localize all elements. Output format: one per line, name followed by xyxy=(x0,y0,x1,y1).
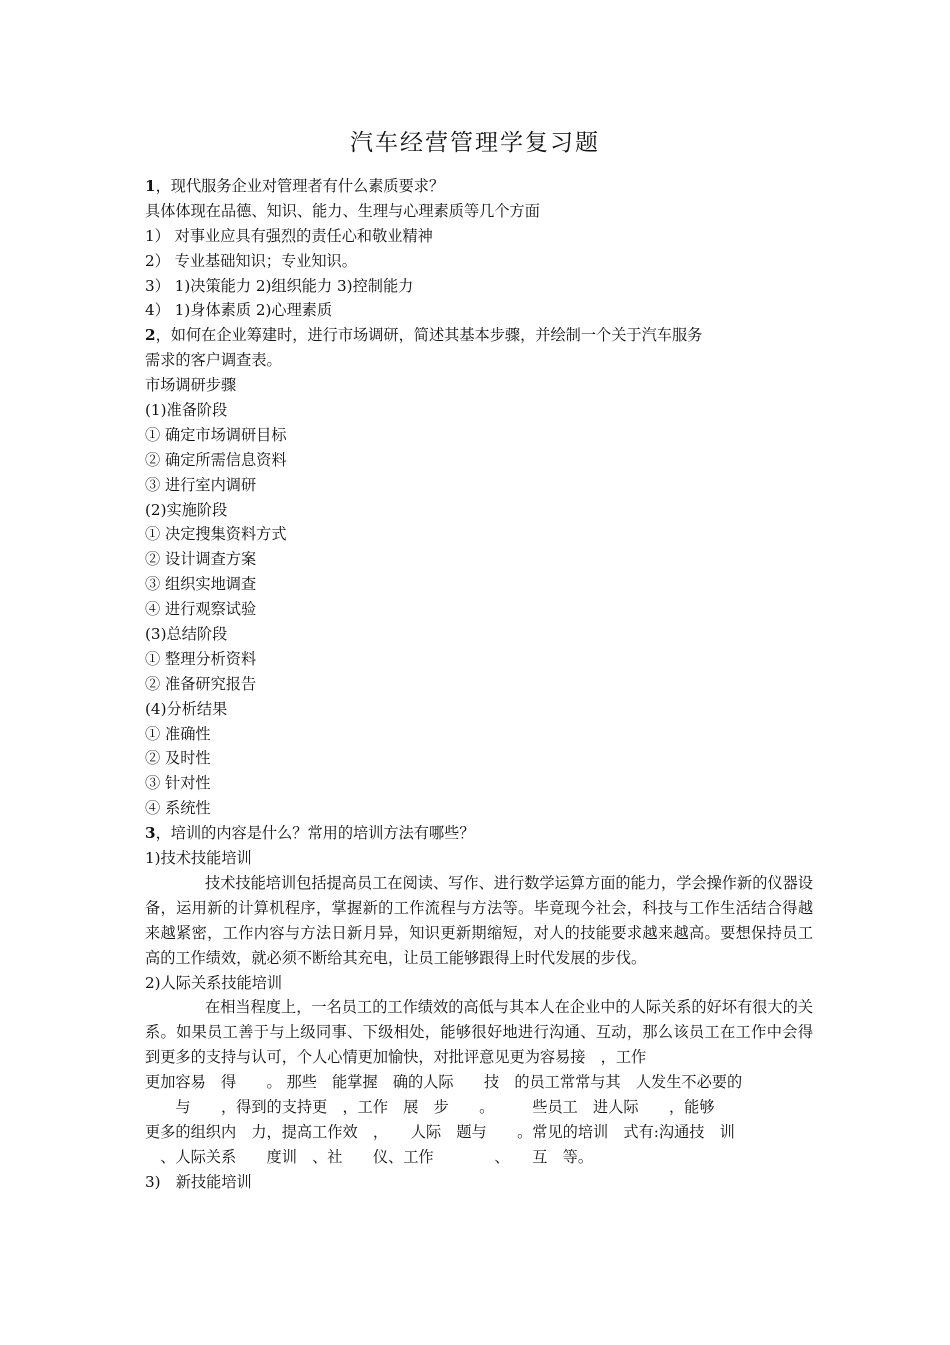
faded-text-line: 与 ，得到的支持更 ，工作 展 步 。 些员工 进人际 ，能够 xyxy=(145,1098,715,1117)
question-text-continued: 需求的客户调查表。 xyxy=(145,351,282,370)
answer-line: (4)分析结果 xyxy=(145,699,228,718)
answer-line: ① 确定市场调研目标 xyxy=(145,425,287,444)
faded-text-line: 、人际关系 度训 、社 仪、工作 、 互 等。 xyxy=(145,1147,594,1166)
answer-line: ② 确定所需信息资料 xyxy=(145,450,287,469)
paragraph-technical-skills: 技术技能培训包括提高员工在阅读、写作、进行数学运算方面的能力，学会操作新的仪器设备，运用新的计算机程序，掌握新的工作流程与方法等。毕竟现今社会，科技与工作生活结合得越来越紧密，工作内容与方法日新月异，知识更新期缩短，对人的技能要求越来越高。要想保持员工高的工作绩效，就必须不断给其充电，让员工能够跟得上时代发展的步伐。 xyxy=(145,873,813,967)
answer-line: 4） 1)身体素质 2)心理素质 xyxy=(145,301,333,320)
answer-line: ② 及时性 xyxy=(145,749,211,768)
answer-line: ④ 系统性 xyxy=(145,799,211,818)
answer-line: 市场调研步骤 xyxy=(145,376,237,395)
answer-line: ③ 针对性 xyxy=(145,774,211,793)
answer-line: ② 设计调查方案 xyxy=(145,550,257,569)
section-heading: 1)技术技能培训 xyxy=(145,849,252,868)
document-body xyxy=(145,174,813,1195)
document-title: 汽车经营管理学复习题 xyxy=(350,130,600,156)
question-2 xyxy=(145,323,813,348)
question-text: ，如何在企业筹建时，进行市场调研，简述其基本步骤，并绘制一个关于汽车服务 xyxy=(155,326,703,345)
answer-line: 3） 1)决策能力 2)组织能力 3)控制能力 xyxy=(145,276,414,295)
answer-line: ③ 进行室内调研 xyxy=(145,475,257,494)
answer-line: ③ 组织实地调查 xyxy=(145,575,257,594)
section-heading: 3) 新技能培训 xyxy=(145,1172,252,1191)
faded-text-line: 更多的组织内 力，提高工作效 ， 人际 题与 。常见的培训 式有:沟通技 训 xyxy=(145,1122,735,1141)
answer-line: ① 准确性 xyxy=(145,724,211,743)
question-3 xyxy=(145,821,813,846)
faded-text-line: 更加容易 得 。 那些 能掌握 确的人际 技 的员工常常与其 人发生不必要的 xyxy=(145,1073,743,1092)
question-1 xyxy=(145,174,813,199)
question-text: ，培训的内容是什么？常用的培训方法有哪些？ xyxy=(155,824,475,843)
section-heading: 2)人际关系技能培训 xyxy=(145,973,283,992)
question-text: ，现代服务企业对管理者有什么素质要求？ xyxy=(155,177,445,195)
paragraph-interpersonal-skills: 在相当程度上，一名员工的工作绩效的高低与其本人在企业中的人际关系的好坏有很大的关系。如果员工善于与上级同事、下级相处，能够很好地进行沟通、互动，那么该员工在工作中会得到更多的支持与认可，个人心情更加愉快，对批评意见更为容易接 ，工作 xyxy=(145,998,813,1067)
answer-line: (1)准备阶段 xyxy=(145,401,228,420)
answer-line: 具体体现在品德、知识、能力、生理与心理素质等几个方面 xyxy=(145,201,540,220)
answer-line: (3)总结阶段 xyxy=(145,625,228,644)
answer-line: (2)实施阶段 xyxy=(145,500,228,519)
question-number: 3 xyxy=(145,824,156,843)
answer-line: ① 决定搜集资料方式 xyxy=(145,525,287,544)
answer-line: 2） 专业基础知识；专业知识。 xyxy=(145,251,357,270)
answer-line: 1） 对事业应具有强烈的责任心和敬业精神 xyxy=(145,226,433,245)
answer-line: ① 整理分析资料 xyxy=(145,649,257,668)
question-number: 2 xyxy=(145,326,156,345)
question-number: 1 xyxy=(145,177,156,195)
answer-line: ④ 进行观察试验 xyxy=(145,600,257,619)
answer-line: ② 准备研究报告 xyxy=(145,674,257,693)
